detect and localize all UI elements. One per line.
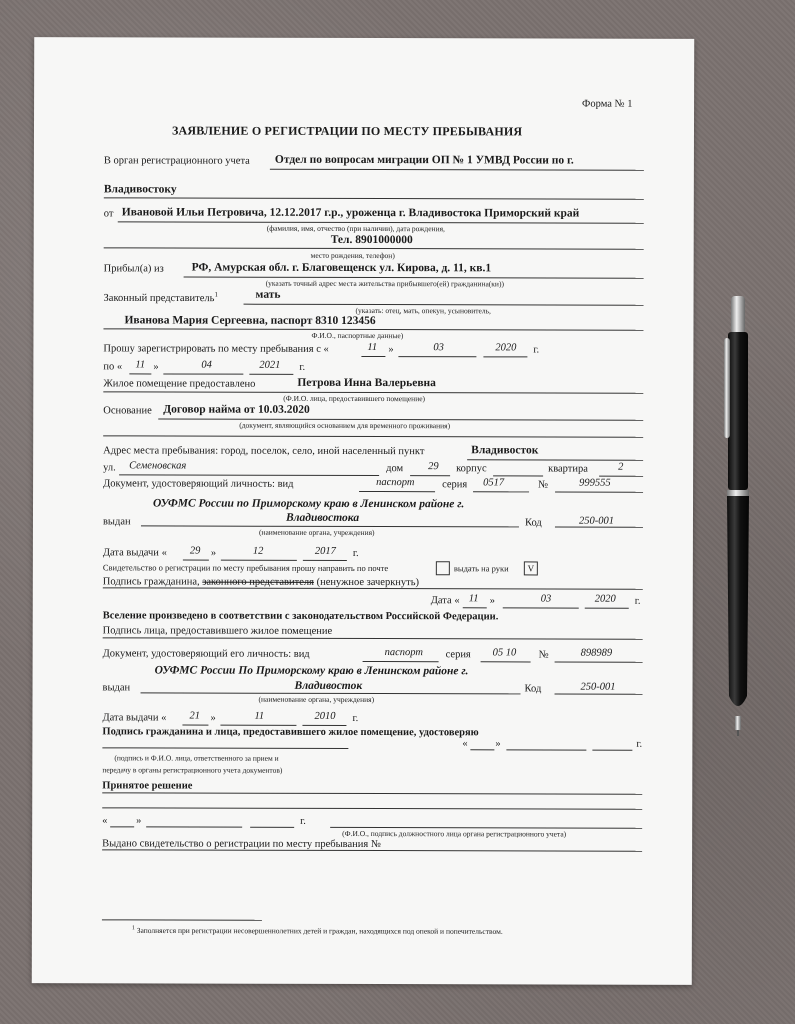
g-6: г. (636, 738, 643, 750)
id2-number: 898989 (580, 647, 613, 659)
issue2-day: 21 (189, 710, 200, 722)
issued2-caption: (наименование органа, учреждения) (258, 694, 375, 705)
footnote-ref: 1 (214, 290, 218, 299)
signature-prefix: Подпись гражданина, (102, 576, 200, 588)
house-label: дом (386, 463, 404, 475)
representative-caption-2: Ф.И.О., паспортные данные) (311, 330, 404, 341)
flat-label: квартира (548, 463, 588, 475)
issued-caption: (наименование органа, учреждения) (258, 527, 375, 538)
from-caption-2: место рождения, телефон) (310, 250, 395, 261)
series2-label: серия (445, 649, 471, 661)
issued-1: ОУФМС России по Приморскому краю в Ленинском районе г. (153, 497, 465, 511)
id2-series: 05 10 (492, 647, 517, 659)
street-value: Семеновская (129, 460, 187, 472)
issue-day: 29 (189, 545, 201, 557)
no-label: № (538, 479, 549, 491)
issue-date-label: Дата выдачи « (102, 547, 167, 559)
issue-month: 12 (252, 545, 264, 557)
hand-checkbox[interactable]: V (524, 561, 538, 575)
organ-value-cont: Владивостоку (103, 183, 177, 196)
date-sign-year: 2020 (594, 593, 616, 605)
id-label: Документ, удостоверяющий личность: вид (103, 478, 294, 490)
date-sign-label-text: Дата (430, 595, 452, 607)
mail-checkbox[interactable] (436, 561, 450, 575)
footnote-mark: 1 (131, 925, 135, 932)
basis-value: Договор найма от 10.03.2020 (163, 403, 310, 416)
issued-2: Владивостока (285, 511, 360, 524)
id2-kind: паспорт (384, 647, 424, 659)
code-label: Код (524, 517, 542, 529)
certificate-label: Выдано свидетельство о регистрации по месту пребывания № (102, 838, 381, 851)
address-city: Владивосток (471, 444, 539, 457)
house-value: 29 (428, 461, 439, 473)
certify-caption-1: (подпись и Ф.И.О. лица, ответственного за прием и (114, 753, 279, 763)
settlement: Вселение произведено в соответствии с законодательством Российской Федерации. (102, 610, 499, 623)
from-caption: (фамилия, имя, отчество (при наличии), дата рождения, (266, 223, 445, 234)
series-label: серия (442, 479, 468, 491)
form-title: ЗАЯВЛЕНИЕ О РЕГИСТРАЦИИ ПО МЕСТУ ПРЕБЫВАНИЯ (171, 123, 523, 139)
footnote (132, 925, 503, 935)
notice-text: Свидетельство о регистрации по месту пребывания прошу направить по почте (102, 562, 389, 574)
hand-label: выдать на руки (453, 563, 509, 574)
g-1: г. (533, 344, 540, 356)
basis-caption: (документ, являющийся основанием для временного проживания) (239, 420, 451, 431)
from-month: 03 (433, 342, 444, 354)
basis-label: Основание (103, 405, 152, 417)
to-day: 11 (135, 359, 146, 371)
decision-label: Принятое решение (102, 780, 193, 792)
g-2: г. (299, 361, 306, 373)
signature-line (103, 576, 419, 588)
footnote-text: Заполняется при регистрации несовершеннолетних детей и граждан, находящихся под опекой и попечительством. (136, 925, 503, 936)
code2-value: 250-001 (580, 681, 616, 693)
signature-suffix: (ненужное зачеркнуть) (316, 576, 420, 589)
issued-label: выдан (102, 516, 131, 528)
housing-caption: (Ф.И.О. лица, предоставившего помещение) (283, 393, 426, 404)
register-label: Прошу зарегистрировать по месту пребывания с « (103, 343, 329, 355)
date-sign-label: Дата « (430, 595, 460, 607)
code2-label: Код (524, 683, 542, 695)
code-value: 250-001 (578, 515, 614, 527)
to-year: 2021 (259, 359, 281, 371)
arrived-caption: (указать точный адрес места жительства прибывшего(ей) гражданина(ки)) (265, 278, 504, 289)
certify-caption-2: передачу в органы регистрационного учета документов) (102, 765, 283, 775)
issue2-month: 11 (254, 710, 265, 722)
representative-caption: (указать: отец, мать, опекун, усыновитель, (355, 305, 491, 316)
from-value: Ивановой Ильи Петровича, 12.12.2017 г.р., уроженца г. Владивостока Приморский край (121, 206, 580, 220)
issue-date-label-text: Дата выдачи (102, 547, 159, 559)
pen (718, 296, 758, 738)
id2-label: Документ, удостоверяющий его личность: вид (102, 648, 310, 660)
representative-label-text: Законный представитель (103, 292, 215, 305)
signature-struck: законного представителя (202, 576, 314, 588)
provider-sign-label: Подпись лица, предоставившего жилое помещение (102, 625, 333, 637)
organ-label: В орган регистрационного учета (103, 155, 250, 167)
g-5: г. (352, 712, 359, 724)
no2-label: № (538, 649, 549, 661)
street-label: ул. (103, 462, 116, 474)
to-month: 04 (201, 359, 212, 371)
to-label: по « (103, 361, 123, 373)
from-day: 11 (367, 342, 378, 354)
issue-year: 2017 (314, 545, 336, 557)
id-kind: паспорт (376, 477, 415, 489)
certify-text: Подпись гражданина и лица, предоставившего жилое помещение, удостоверяю (102, 726, 479, 739)
to-label-text: по (103, 361, 115, 373)
issue2-date-label: Дата выдачи « (102, 712, 167, 724)
id-number: 999555 (579, 477, 611, 489)
official-caption: (Ф.И.О., подпись должностного лица органа регистрационного учета) (342, 828, 567, 839)
arrived-value: РФ, Амурская обл. г. Благовещенск ул. Кирова, д. 11, кв.1 (191, 261, 492, 275)
from-label: от (103, 208, 114, 220)
arrived-label: Прибыл(а) из (103, 263, 164, 275)
address-label: Адрес места пребывания: город, поселок, село, иной населенный пункт (103, 445, 425, 458)
id-series: 0517 (483, 477, 505, 489)
issued2-1: ОУФМС России По Приморскому краю в Ленинском районе г. (154, 664, 469, 678)
issue2-date-label-text: Дата выдачи (102, 712, 159, 724)
issued2-label: выдан (102, 682, 131, 694)
register-label-text: Прошу зарегистрировать по месту пребывания с (103, 343, 321, 355)
representative-value: мать (255, 288, 281, 301)
date-sign-day: 11 (468, 593, 479, 605)
form-number: Форма № 1 (582, 98, 633, 110)
organ-value: Отдел по вопросам миграции ОП № 1 УМВД России по г. (274, 153, 574, 167)
representative-label (104, 290, 218, 304)
korpus-label: корпус (456, 463, 487, 475)
g-3: г. (352, 547, 359, 559)
from-year: 2020 (495, 342, 517, 354)
representative-value-2: Иванова Мария Сергеевна, паспорт 8310 123456 (124, 314, 376, 328)
g-7: г. (300, 815, 306, 827)
issue2-year: 2010 (314, 710, 336, 722)
housing-value: Петрова Инна Валерьевна (297, 376, 436, 390)
issued2-2: Владивосток (294, 679, 363, 692)
phone-value: Тел. 8901000000 (330, 233, 413, 247)
form-sheet: Форма № 1 ЗАЯВЛЕНИЕ О РЕГИСТРАЦИИ ПО МЕСТУ ПРЕБЫВАНИЯ В орган регистрационного учета Отдел по вопросам миграции ОП № 1 УМВД России по г. Владивостоку от Ивановой Ильи Петровича, 12.12.2017 г.р., уроженца г. Владивостока Приморский край (фамилия, имя, отчество (при наличии), дата рождения, Тел. 8901000000 место рождения, телефон) Прибыл(а) из РФ, Амурская обл. г. Благовещенск ул. Кирова, д. 11, кв.1 (указать точный адрес места жительства прибывшего(ей) гражданина(ки)) Законный представитель$^1$ мать (указать: отец, мать, опекун, усыновитель, Иванова Мария Сергеевна, паспорт 8310 123456 Ф.И.О., паспортные данные) Прошу зарегистрировать по месту пребывания с « 11 » 03 2020 г. по « 11 » 04 2021 г. Жилое помещение предоставлено Петрова Инна Валерьевна (Ф.И.О. лица, предоставившего помещение) Основание Договор найма от 10.03.2020 (документ, являющийся основанием для временного проживания) Адрес места пребывания: город, поселок, село, иной населенный пункт Владивосток ул. Семеновская дом 29 корпус квартира 2 Документ, удостоверяющий личность: вид паспорт серия 0517 № 999555 ОУФМС России по Приморскому краю в Ленинском районе г. выдан Владивостока Код 250-001 (наименование органа, учреждения) Дата выдачи « 29 » 12 2017 г. Свидетельство о регистрации по месту пребывания прошу направить по почте выдать на руки V Подпись гражданина, законного представителя (ненужное зачеркнуть) Дата « 11 » 03 2020 г. Вселение произведено в соответствии с законодательством Российской Федерации. Подпись лица, предоставившего жилое помещение Документ, удостоверяющий его личность: вид паспорт серия 05 10 № 898989 ОУФМС России По Приморскому краю в Ленинском районе г. выдан Владивосток Код 250-001 (наименование органа, учреждения) Дата выдачи « 21 » 11 2010 г. Подпись гражданина и лица, предоставившего жилое помещение, удостоверяю « » г. (подпись и Ф.И.О. лица, ответственного за прием и передачу в органы регистрационного учета документов) Принятое решение « » г. (Ф.И.О., подпись должностного лица органа регистрационного учета) Выдано свидетельство о регистрации по месту пребывания № $^1$ Заполняется при регистрации несовершеннолетних детей и граждан, находящихся под опекой и попечительством. (32, 37, 694, 985)
flat-value: 2 (618, 461, 624, 473)
date-sign-month: 03 (540, 593, 552, 605)
g-4: г. (634, 595, 641, 607)
housing-label: Жилое помещение предоставлено (103, 378, 256, 390)
